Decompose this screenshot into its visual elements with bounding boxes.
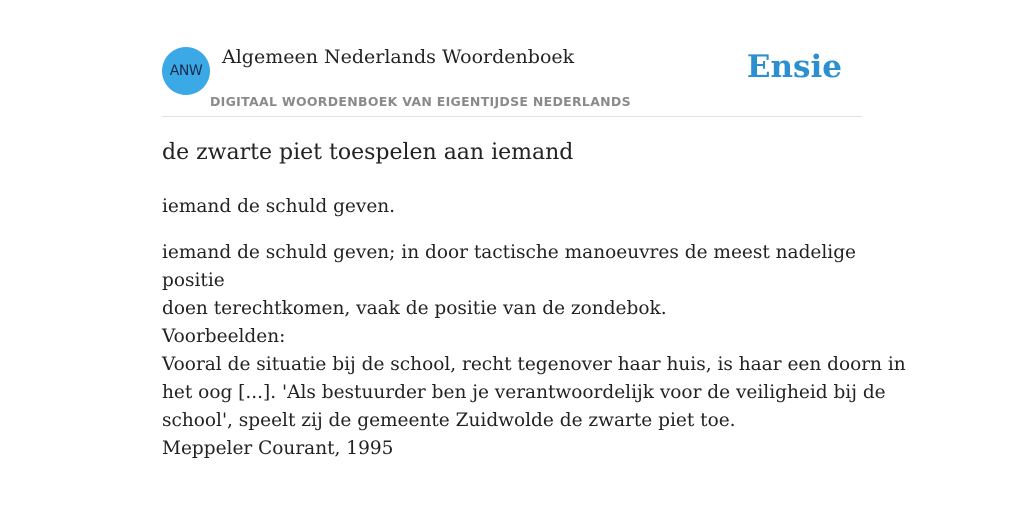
short-definition: iemand de schuld geven. — [162, 196, 396, 217]
ensie-logo[interactable]: Ensie — [746, 49, 842, 85]
source-subtitle: DIGITAAL WOORDENBOEK VAN EIGENTIJDSE NEDERLANDS — [210, 94, 631, 109]
example-line: het oog [...]. 'Als bestuurder ben je verantwoordelijk voor de veiligheid bij de — [162, 382, 886, 403]
entry-title: de zwarte piet toespelen aan iemand — [162, 140, 574, 165]
example-source: Meppeler Courant, 1995 — [162, 438, 394, 459]
long-definition-line: iemand de schuld geven; in door tactische manoeuvres de meest nadelige positie — [162, 242, 857, 291]
logo-text: ANW — [169, 63, 203, 79]
source-title[interactable]: Algemeen Nederlands Woordenboek — [222, 46, 575, 68]
long-definition — [162, 239, 862, 323]
anw-logo[interactable] — [162, 47, 210, 95]
long-definition-line: doen terechtkomen, vaak de positie van de zondebok. — [162, 298, 667, 319]
example-line: Vooral de situatie bij de school, recht tegenover haar huis, is haar een doorn in — [162, 354, 906, 375]
examples-label: Voorbeelden: — [162, 326, 286, 347]
example-line: school', speelt zij de gemeente Zuidwolde de zwarte piet toe. — [162, 410, 736, 431]
examples-block — [162, 323, 906, 463]
source-header — [162, 40, 862, 117]
